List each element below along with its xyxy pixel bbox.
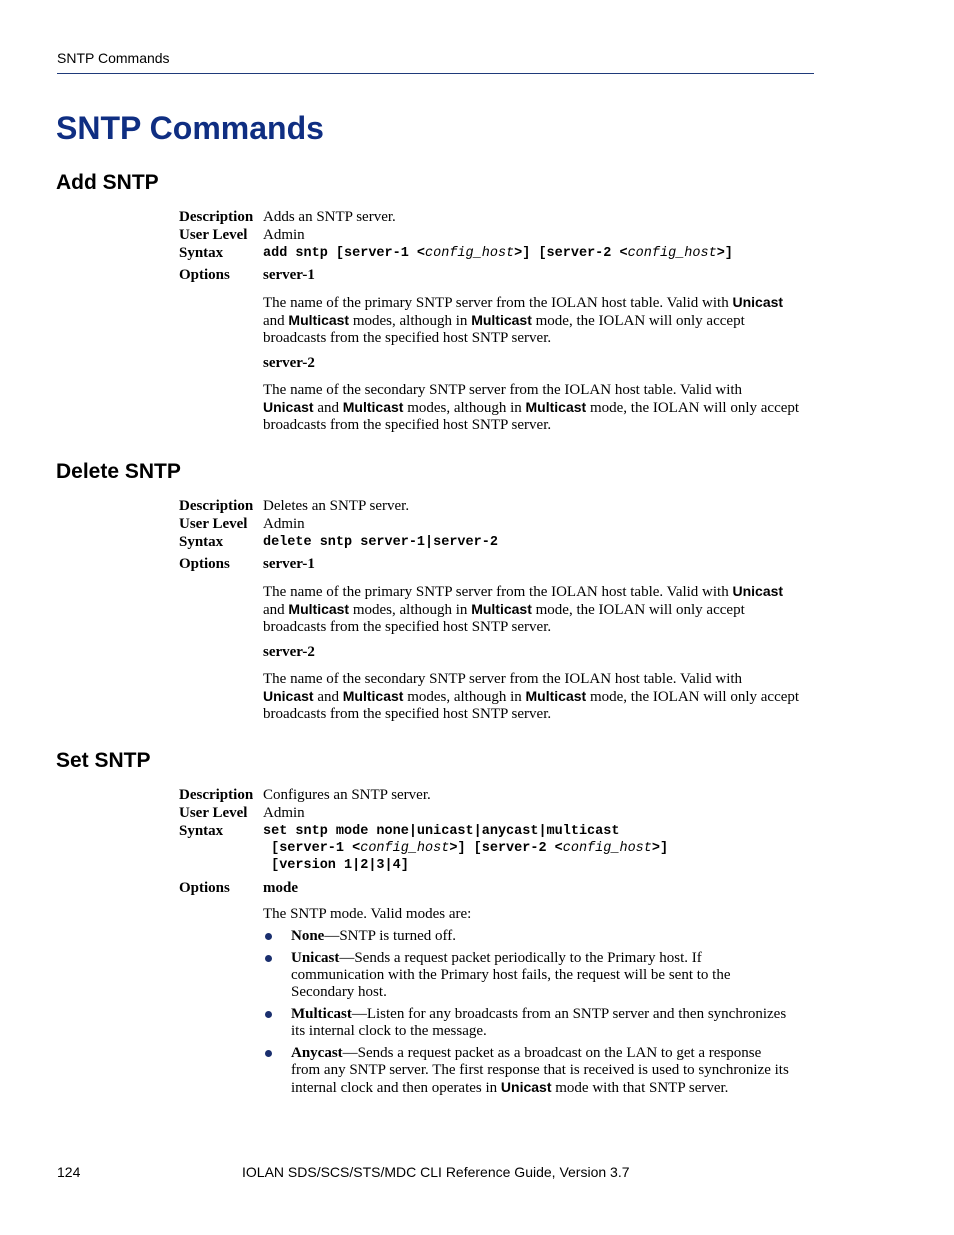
bullet-icon bbox=[265, 1011, 272, 1018]
page-number: 124 bbox=[57, 1164, 81, 1180]
syntax-label: Syntax bbox=[179, 534, 224, 550]
syntax-param: config_host bbox=[425, 246, 515, 261]
description-row bbox=[179, 209, 819, 227]
mode-name: Anycast bbox=[291, 1045, 343, 1061]
mode-keyword: Multicast bbox=[525, 688, 587, 704]
text: broadcasts from the specified host SNTP server. bbox=[263, 330, 552, 346]
header-rule bbox=[57, 73, 814, 74]
mode-keyword: Multicast bbox=[471, 601, 532, 617]
text: —Sends a request packet periodically to the Primary host. If bbox=[339, 950, 702, 966]
section-title-delete: Delete SNTP bbox=[56, 460, 181, 483]
description-value: Adds an SNTP server. bbox=[263, 209, 396, 225]
mode-name: Multicast bbox=[291, 1006, 352, 1022]
mode-keyword: Multicast bbox=[288, 312, 350, 328]
text: from any SNTP server. The first response that is received is used to synchronize its bbox=[291, 1062, 789, 1078]
syntax-part: >] [server-2 < bbox=[449, 841, 563, 856]
user-level-row bbox=[179, 227, 819, 245]
syntax-part: add sntp [server-1 < bbox=[263, 246, 426, 261]
text: and bbox=[313, 689, 343, 705]
user-level-value: Admin bbox=[263, 227, 305, 243]
bullet-icon bbox=[265, 955, 272, 962]
section-title-add: Add SNTP bbox=[56, 171, 159, 194]
text: internal clock and then operates in bbox=[291, 1080, 501, 1096]
option-name: server-1 bbox=[263, 267, 315, 283]
mode-description bbox=[291, 1045, 818, 1097]
option-description bbox=[263, 671, 818, 723]
syntax-param: config_host bbox=[360, 841, 450, 856]
mode-keyword: Unicast bbox=[732, 294, 784, 310]
mode-keyword: Unicast bbox=[263, 399, 314, 415]
text: —Listen for any broadcasts from an SNTP server and then synchronizes bbox=[351, 1006, 787, 1022]
mode-keyword: Unicast bbox=[500, 1079, 552, 1095]
user-level-value: Admin bbox=[263, 516, 305, 532]
text: and bbox=[263, 602, 289, 618]
syntax-part: [version 1|2|3|4] bbox=[263, 858, 409, 873]
description-label: Description bbox=[179, 209, 254, 225]
option-name: server-1 bbox=[263, 556, 315, 572]
options-label: Options bbox=[179, 267, 230, 283]
add-sntp-block bbox=[179, 209, 819, 439]
mode-description bbox=[291, 928, 818, 945]
text: mode, the IOLAN will only accept bbox=[586, 689, 800, 705]
user-level-label: User Level bbox=[179, 516, 248, 532]
description-value: Configures an SNTP server. bbox=[263, 787, 431, 803]
option-description bbox=[263, 583, 818, 636]
text: —Sends a request packet as a broadcast on the LAN to get a response bbox=[342, 1045, 762, 1061]
description-value: Deletes an SNTP server. bbox=[263, 498, 410, 514]
guide-title: IOLAN SDS/SCS/STS/MDC CLI Reference Guide, Version 3.7 bbox=[242, 1164, 630, 1180]
text: mode, the IOLAN will only accept bbox=[586, 400, 800, 416]
mode-keyword: Multicast bbox=[525, 399, 587, 415]
text: and bbox=[313, 400, 343, 416]
bullet-icon bbox=[265, 933, 272, 940]
bullet-icon bbox=[265, 1050, 272, 1057]
delete-sntp-block bbox=[179, 498, 819, 728]
option-name: server-2 bbox=[263, 355, 315, 371]
text: The name of the primary SNTP server from the IOLAN host table. Valid with bbox=[263, 295, 733, 311]
option-name: mode bbox=[263, 880, 298, 896]
syntax-part: set sntp mode none|unicast|anycast|multicast bbox=[263, 824, 620, 839]
syntax-label: Syntax bbox=[179, 823, 224, 839]
text: modes, although in bbox=[349, 602, 472, 618]
syntax-part: >] [server-2 < bbox=[514, 246, 628, 261]
description-label: Description bbox=[179, 498, 254, 514]
description-label: Description bbox=[179, 787, 254, 803]
mode-description bbox=[291, 1006, 818, 1040]
user-level-row bbox=[179, 805, 819, 823]
text: broadcasts from the specified host SNTP server. bbox=[263, 706, 552, 722]
running-header: SNTP Commands bbox=[57, 50, 170, 66]
syntax-value bbox=[263, 823, 668, 874]
option-description bbox=[263, 294, 818, 347]
user-level-row bbox=[179, 516, 819, 534]
mode-keyword: Multicast bbox=[288, 601, 350, 617]
text: mode with that SNTP server. bbox=[551, 1080, 729, 1096]
text: Secondary host. bbox=[291, 984, 387, 1000]
user-level-label: User Level bbox=[179, 805, 248, 821]
description-row bbox=[179, 498, 819, 516]
mode-keyword: Multicast bbox=[342, 399, 404, 415]
text: its internal clock to the message. bbox=[291, 1023, 487, 1039]
text: The name of the secondary SNTP server from the IOLAN host table. Valid with bbox=[263, 382, 743, 398]
text: broadcasts from the specified host SNTP server. bbox=[263, 619, 552, 635]
syntax-row bbox=[179, 823, 819, 875]
syntax-value: delete sntp server-1|server-2 bbox=[263, 535, 498, 550]
text: modes, although in bbox=[403, 689, 526, 705]
option-description bbox=[263, 382, 818, 434]
option-name: server-2 bbox=[263, 644, 315, 660]
syntax-row bbox=[179, 534, 819, 552]
syntax-param: config_host bbox=[562, 841, 652, 856]
text: and bbox=[263, 313, 289, 329]
text: —SNTP is turned off. bbox=[324, 928, 457, 944]
user-level-value: Admin bbox=[263, 805, 305, 821]
options-label: Options bbox=[179, 556, 230, 572]
syntax-value bbox=[263, 245, 733, 262]
section-title-set: Set SNTP bbox=[56, 749, 151, 772]
mode-name: Unicast bbox=[291, 950, 340, 966]
set-sntp-block bbox=[179, 787, 819, 1107]
text: mode, the IOLAN will only accept bbox=[531, 602, 745, 618]
mode-description bbox=[291, 950, 818, 1001]
text: mode, the IOLAN will only accept bbox=[531, 313, 745, 329]
mode-keyword: Multicast bbox=[471, 312, 532, 328]
user-level-label: User Level bbox=[179, 227, 248, 243]
text: The name of the primary SNTP server from the IOLAN host table. Valid with bbox=[263, 584, 733, 600]
syntax-param: config_host bbox=[627, 246, 717, 261]
mode-name: None bbox=[291, 928, 325, 944]
syntax-label: Syntax bbox=[179, 245, 224, 261]
mode-keyword: Unicast bbox=[263, 688, 314, 704]
options-label: Options bbox=[179, 880, 230, 896]
mode-keyword: Multicast bbox=[342, 688, 404, 704]
syntax-part: >] bbox=[716, 246, 733, 261]
syntax-part: [server-1 < bbox=[263, 841, 361, 856]
text: broadcasts from the specified host SNTP server. bbox=[263, 417, 552, 433]
mode-keyword: Unicast bbox=[732, 583, 784, 599]
syntax-part: >] bbox=[651, 841, 669, 856]
syntax-row bbox=[179, 245, 819, 263]
text: communication with the Primary host fails, the request will be sent to the bbox=[291, 967, 731, 983]
option-intro: The SNTP mode. Valid modes are: bbox=[263, 906, 472, 922]
text: modes, although in bbox=[349, 313, 472, 329]
text: modes, although in bbox=[403, 400, 526, 416]
description-row bbox=[179, 787, 819, 805]
page-title: SNTP Commands bbox=[56, 110, 324, 146]
text: The name of the secondary SNTP server from the IOLAN host table. Valid with bbox=[263, 671, 743, 687]
